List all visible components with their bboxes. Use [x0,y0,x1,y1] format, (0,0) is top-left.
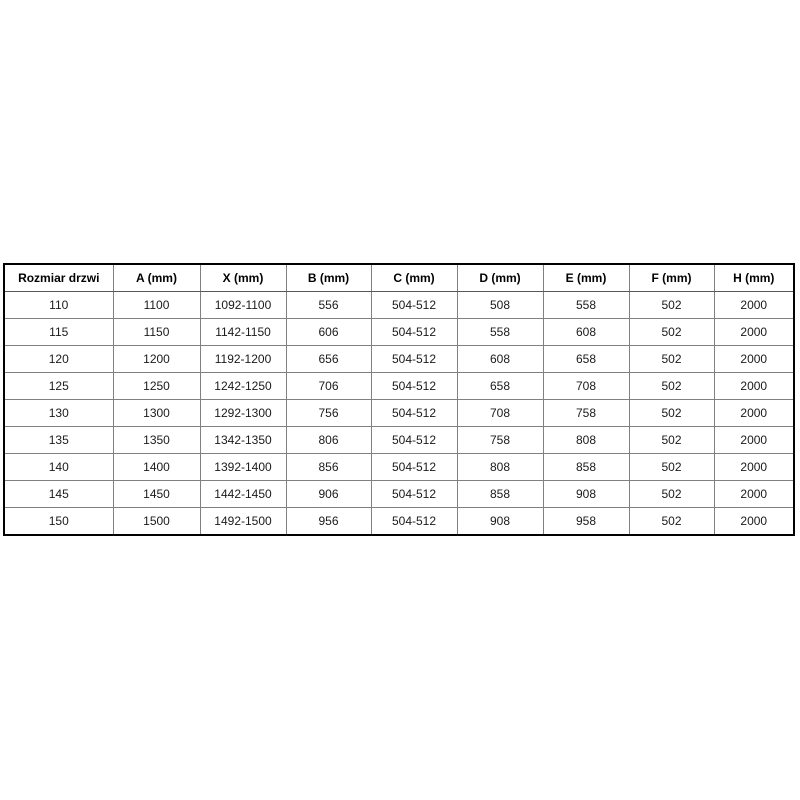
table-cell-b-mm-row-5: 806 [286,427,371,454]
table-cell-x-mm-row-5: 1342-1350 [200,427,286,454]
table-cell-a-mm-row-0: 1100 [113,292,200,319]
table-cell-e-mm-row-1: 608 [543,319,629,346]
table-cell-e-mm-row-4: 758 [543,400,629,427]
table-row-size-140 [4,454,794,481]
table-cell-d-mm-row-6: 808 [457,454,543,481]
door-size-table-container [3,263,793,536]
table-cell-f-mm-row-6: 502 [629,454,714,481]
table-row-header [4,264,794,292]
table-header-row [4,264,794,292]
column-header-e-mm: E (mm) [543,264,629,292]
table-cell-b-mm-row-2: 656 [286,346,371,373]
table-cell-h-mm-row-8: 2000 [714,508,794,536]
column-header-h-mm: H (mm) [714,264,794,292]
column-header-x-mm: X (mm) [200,264,286,292]
table-cell-f-mm-row-5: 502 [629,427,714,454]
table-cell-h-mm-row-2: 2000 [714,346,794,373]
table-cell-e-mm-row-7: 908 [543,481,629,508]
table-cell-c-mm-row-5: 504-512 [371,427,457,454]
table-cell-rozmiar-drzwi-row-7: 145 [4,481,113,508]
table-cell-e-mm-row-0: 558 [543,292,629,319]
table-cell-x-mm-row-7: 1442-1450 [200,481,286,508]
table-cell-f-mm-row-0: 502 [629,292,714,319]
table-cell-b-mm-row-0: 556 [286,292,371,319]
column-header-a-mm: A (mm) [113,264,200,292]
table-cell-x-mm-row-4: 1292-1300 [200,400,286,427]
table-cell-rozmiar-drzwi-row-5: 135 [4,427,113,454]
table-cell-h-mm-row-3: 2000 [714,373,794,400]
table-cell-d-mm-row-1: 558 [457,319,543,346]
table-cell-rozmiar-drzwi-row-2: 120 [4,346,113,373]
table-cell-f-mm-row-4: 502 [629,400,714,427]
table-cell-f-mm-row-2: 502 [629,346,714,373]
table-cell-b-mm-row-3: 706 [286,373,371,400]
table-row-size-130 [4,400,794,427]
table-cell-a-mm-row-3: 1250 [113,373,200,400]
table-cell-c-mm-row-6: 504-512 [371,454,457,481]
table-cell-a-mm-row-6: 1400 [113,454,200,481]
table-cell-b-mm-row-7: 906 [286,481,371,508]
table-cell-e-mm-row-6: 858 [543,454,629,481]
table-cell-a-mm-row-4: 1300 [113,400,200,427]
table-cell-rozmiar-drzwi-row-6: 140 [4,454,113,481]
table-row-size-135 [4,427,794,454]
table-row-size-145 [4,481,794,508]
table-cell-e-mm-row-5: 808 [543,427,629,454]
table-row-size-150 [4,508,794,536]
table-cell-rozmiar-drzwi-row-4: 130 [4,400,113,427]
table-row-size-125 [4,373,794,400]
column-header-d-mm: D (mm) [457,264,543,292]
table-body [4,292,794,536]
table-cell-c-mm-row-2: 504-512 [371,346,457,373]
table-cell-h-mm-row-7: 2000 [714,481,794,508]
table-cell-d-mm-row-0: 508 [457,292,543,319]
table-cell-h-mm-row-4: 2000 [714,400,794,427]
table-cell-rozmiar-drzwi-row-1: 115 [4,319,113,346]
table-cell-a-mm-row-2: 1200 [113,346,200,373]
table-cell-f-mm-row-7: 502 [629,481,714,508]
table-cell-d-mm-row-5: 758 [457,427,543,454]
table-cell-e-mm-row-8: 958 [543,508,629,536]
table-cell-rozmiar-drzwi-row-0: 110 [4,292,113,319]
column-header-f-mm: F (mm) [629,264,714,292]
table-cell-d-mm-row-7: 858 [457,481,543,508]
column-header-b-mm: B (mm) [286,264,371,292]
table-cell-d-mm-row-8: 908 [457,508,543,536]
table-cell-h-mm-row-1: 2000 [714,319,794,346]
table-cell-x-mm-row-1: 1142-1150 [200,319,286,346]
table-cell-d-mm-row-3: 658 [457,373,543,400]
table-cell-c-mm-row-1: 504-512 [371,319,457,346]
table-cell-h-mm-row-0: 2000 [714,292,794,319]
table-cell-x-mm-row-6: 1392-1400 [200,454,286,481]
door-size-table [3,263,795,536]
table-cell-d-mm-row-4: 708 [457,400,543,427]
table-cell-a-mm-row-5: 1350 [113,427,200,454]
column-header-rozmiar-drzwi: Rozmiar drzwi [4,264,113,292]
table-cell-a-mm-row-1: 1150 [113,319,200,346]
table-cell-c-mm-row-3: 504-512 [371,373,457,400]
table-row-size-110 [4,292,794,319]
table-cell-h-mm-row-6: 2000 [714,454,794,481]
table-cell-x-mm-row-8: 1492-1500 [200,508,286,536]
table-cell-rozmiar-drzwi-row-8: 150 [4,508,113,536]
table-cell-b-mm-row-6: 856 [286,454,371,481]
table-cell-f-mm-row-8: 502 [629,508,714,536]
table-cell-e-mm-row-3: 708 [543,373,629,400]
table-cell-h-mm-row-5: 2000 [714,427,794,454]
table-row-size-115 [4,319,794,346]
table-cell-c-mm-row-0: 504-512 [371,292,457,319]
table-row-size-120 [4,346,794,373]
table-cell-b-mm-row-8: 956 [286,508,371,536]
table-cell-b-mm-row-4: 756 [286,400,371,427]
table-cell-x-mm-row-2: 1192-1200 [200,346,286,373]
table-cell-e-mm-row-2: 658 [543,346,629,373]
table-cell-c-mm-row-7: 504-512 [371,481,457,508]
column-header-c-mm: C (mm) [371,264,457,292]
table-cell-b-mm-row-1: 606 [286,319,371,346]
table-cell-c-mm-row-8: 504-512 [371,508,457,536]
table-cell-d-mm-row-2: 608 [457,346,543,373]
table-cell-x-mm-row-0: 1092-1100 [200,292,286,319]
table-cell-f-mm-row-3: 502 [629,373,714,400]
table-cell-x-mm-row-3: 1242-1250 [200,373,286,400]
table-cell-a-mm-row-8: 1500 [113,508,200,536]
table-cell-rozmiar-drzwi-row-3: 125 [4,373,113,400]
table-cell-a-mm-row-7: 1450 [113,481,200,508]
table-cell-c-mm-row-4: 504-512 [371,400,457,427]
table-cell-f-mm-row-1: 502 [629,319,714,346]
